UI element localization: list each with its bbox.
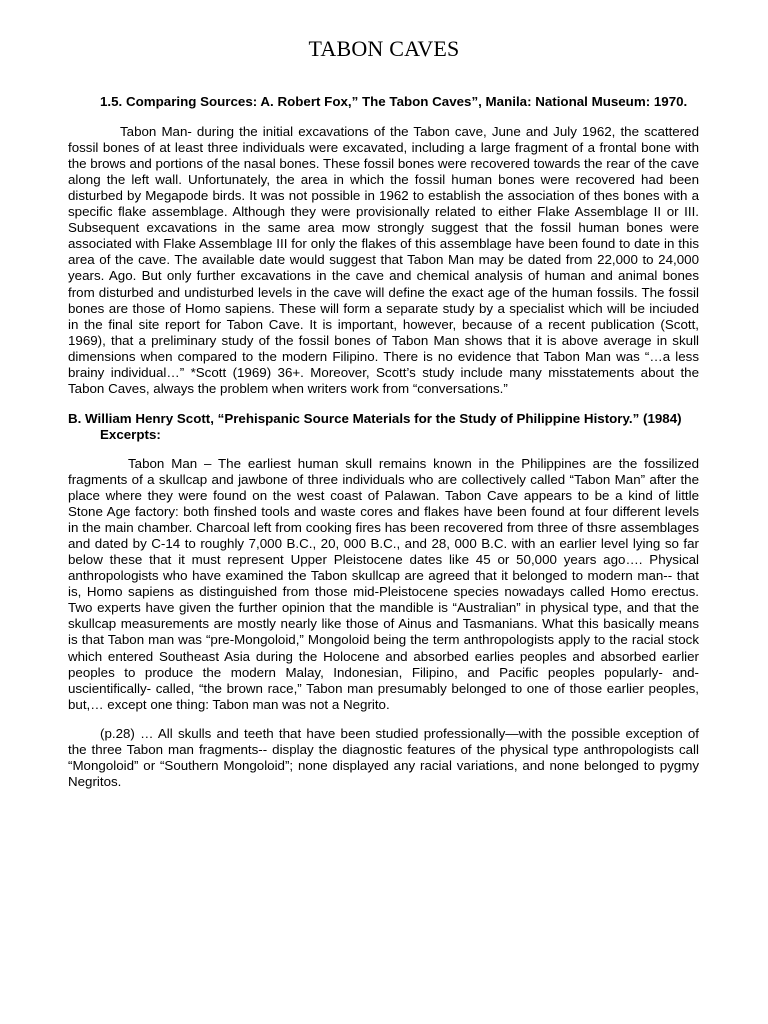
section-a-paragraph: Tabon Man- during the initial excavations of the Tabon cave, June and July 1962, the scattered fossil bones of at least three individuals were excavated, including a large fragment of a frontal bone with the brows and portions of the nasal bones. These fossil bones were recovered towards the rear of the cave along the left wall. Unfortunately, the area in which the fossil human bones were recovered had been disturbed by Megapode birds. It was not possible in 1962 to establish the association of thes bones with a specific flake assemblage. Although they were provisionally related to either Flake Assemblage II or III. Subsequent excavations in the same area mow strongly suggest that the fossil human bones were associated with Flake Assemblage III for only the flakes of this assemblage have been found to date in this area of the cave. The available date would suggest that Tabon Man may be dated from 22,000 to 24,000 years. Ago. But only further excavations in the cave and chemical analysis of human and animal bones from disturbed and undisturbed levels in the cave will define the exact age of the human fossils. The fossil bones are those of Homo sapiens. These will form a separate study by a specialist which will be inciuded in the final site report for Tabon Cave. It is important, however, because of a recent publication (Scott, 1969), that a preliminary study of the fossil bones of Tabon Man shows that it is above average in skull dimensions when compared to the modern Filipino. There is no evidence that Tabon Man was “…a less brainy individual…” *Scott (1969) 36+. Moreover, Scott’s study include many misstatements about the Tabon Caves, always the problem when writers work from “conversations.” bbox=[68, 124, 699, 396]
section-b-heading: B. William Henry Scott, “Prehispanic Source Materials for the Study of Philippine History.” (1984) bbox=[68, 410, 682, 426]
section-b-paragraph-1: Tabon Man – The earliest human skull remains known in the Philippines are the fossilized fragments of a skullcap and jawbone of three individuals who are collectively called “Tabon Man” after the place where they were found on the west coast of Palawan. Tabon Cave appears to be a kind of little Stone Age factory: both finshed tools and waste cores and flakes have been found at four different levels in the main chamber. Charcoal left from cooking fires has been recovered from three of thsre assemblages and dated by C-14 to roughly 7,000 B.C., 20, 000 B.C., and 28, 000 B.C. with an earlier level lying so far below these that it must represent Upper Pleistocene dates like 45 or 50,000 years ago…. Physical anthropologists who have examined the Tabon skullcap are agreed that it belonged to modern man-- that is, Homo sapiens as distinguished from those mid-Pleistocene species nowadays called Homo erectus. Two experts have given the further opinion that the mandible is “Australian” in physical type, and that the skullcap measurements are mostly nearly like those of Ainus and Tasmanians. What this basically means is that Tabon man was “pre-Mongoloid,” Mongoloid being the term anthropologists apply to the racial stock which entered Southeast Asia during the Holocene and absorbed earlies peoples and absorbed earlier peoples to produce the modern Malay, Indonesian, Filipino, and Pacific peoples popularly- and- uscientifically- called, “the brown race,” Tabon man presumably belonged to one of those earlier peoples, but,… except one thing: Tabon man was not a Negrito. bbox=[68, 455, 699, 712]
section-b-paragraph-2: (p.28) … All skulls and teeth that have been studied professionally—with the possible exception of the three Tabon man fragments-- display the diagnostic features of the physical type anthropologists call “Mongoloid” or “Southern Mongoloid”; none displayed any racial variations, and none belonged to pygmy Negritos. bbox=[68, 725, 699, 789]
excerpts-label: Excerpts: bbox=[100, 426, 161, 442]
section-a-heading: 1.5. Comparing Sources: A. Robert Fox,” The Tabon Caves”, Manila: National Museum: 1970. bbox=[100, 94, 688, 109]
page-title: TABON CAVES bbox=[308, 36, 460, 61]
document-body bbox=[68, 94, 699, 790]
